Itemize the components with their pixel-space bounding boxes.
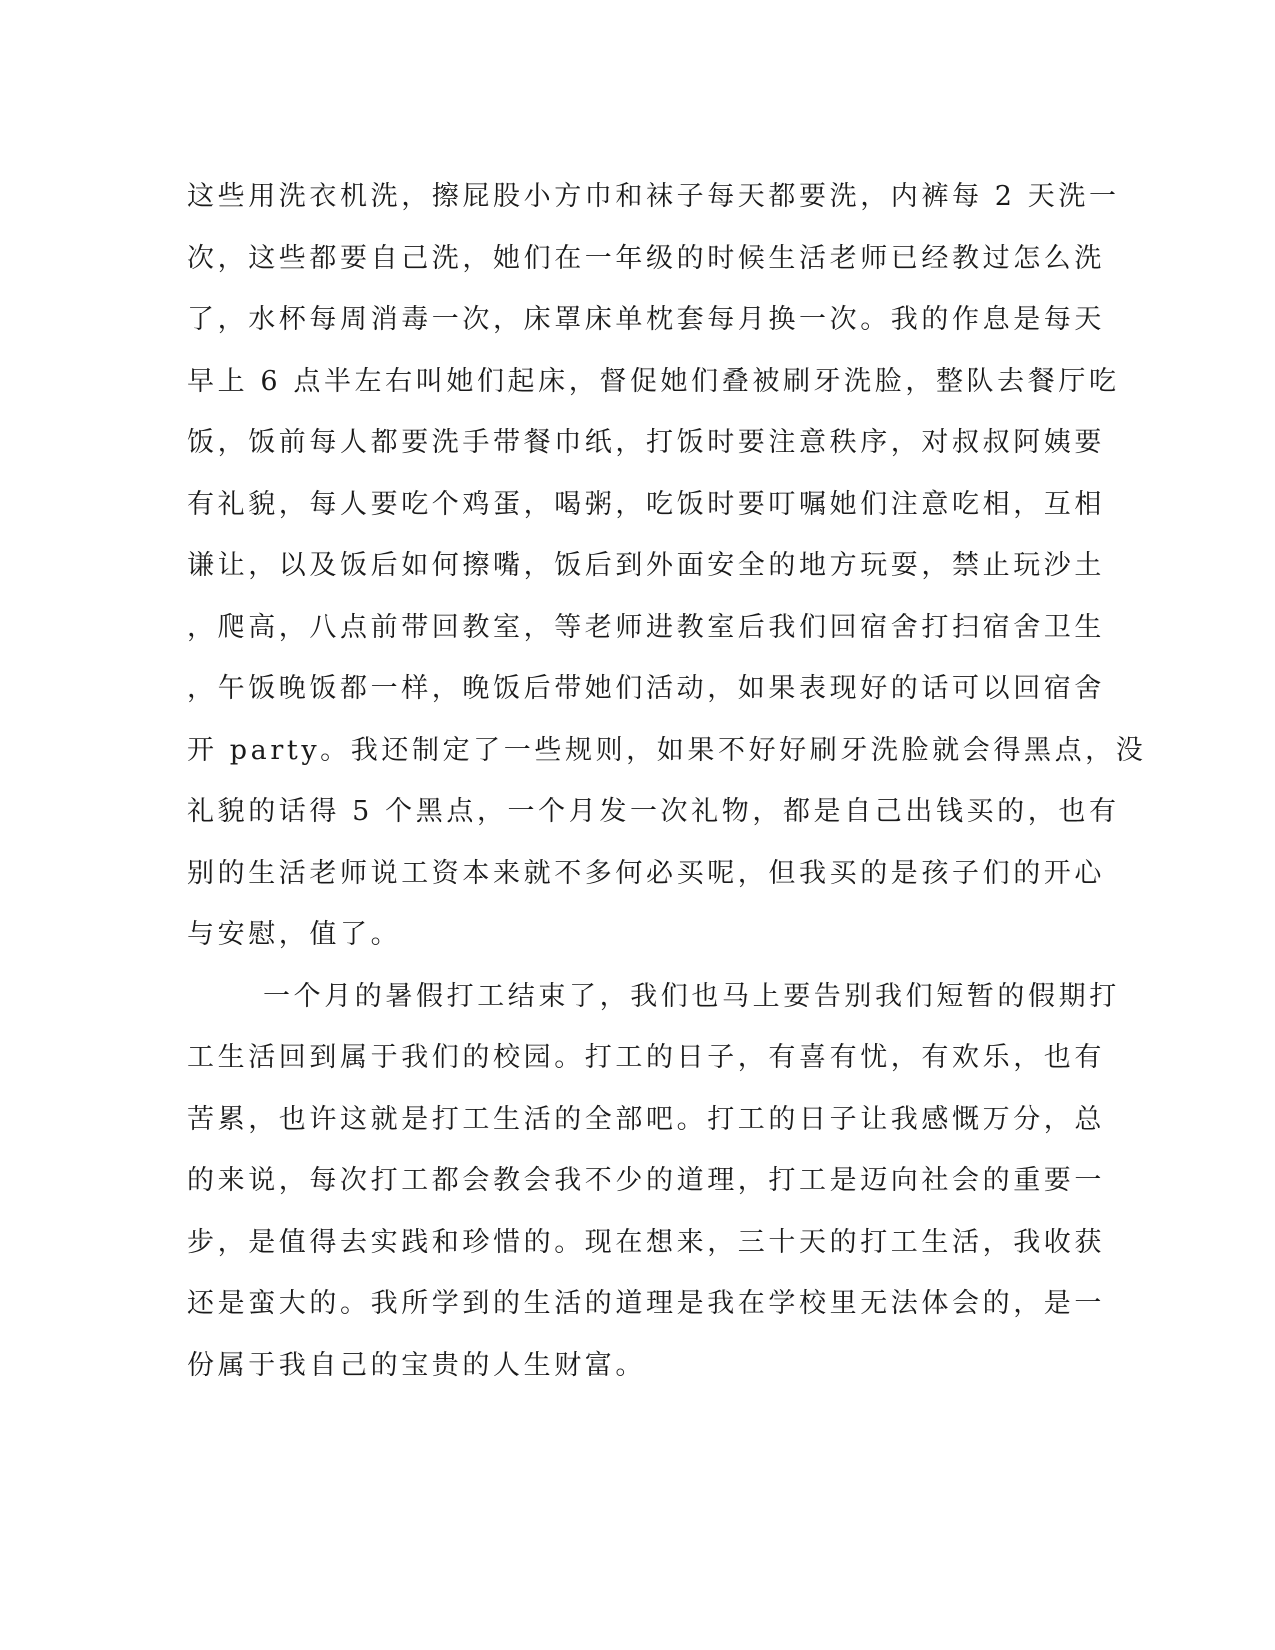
text-line: 这些用洗衣机洗，擦屁股小方巾和袜子每天都要洗，内裤每 2 天洗一 (187, 181, 1120, 212)
text-line: 礼貌的话得 5 个黑点，一个月发一次礼物，都是自己出钱买的，也有 (187, 796, 1120, 827)
text-line: 开 party。我还制定了一些规则，如果不好好刷牙洗脸就会得黑点，没 (187, 734, 1147, 766)
text-line: 别的生活老师说工资本来就不多何必买呢，但我买的是孩子们的开心 (187, 857, 1105, 889)
body-text (187, 166, 1147, 1396)
text-line: 有礼貌，每人要吃个鸡蛋，喝粥，吃饭时要叮嘱她们注意吃相，互相 (187, 488, 1105, 520)
text-line: 早上 6 点半左右叫她们起床，督促她们叠被刷牙洗脸，整队去餐厅吃 (187, 365, 1120, 397)
text-line: 了，水杯每周消毒一次，床罩床单枕套每月换一次。我的作息是每天 (187, 304, 1105, 335)
text-line: 的来说，每次打工都会教会我不少的道理，打工是迈向社会的重要一 (187, 1165, 1105, 1196)
text-line: 工生活回到属于我们的校园。打工的日子，有喜有忧，有欢乐，也有 (187, 1042, 1105, 1073)
text-line: 步，是值得去实践和珍惜的。现在想来，三十天的打工生活，我收获 (187, 1226, 1105, 1258)
text-line: 苦累，也许这就是打工生活的全部吧。打工的日子让我感慨万分，总 (187, 1103, 1105, 1135)
text-line: 份属于我自己的宝贵的人生财富。 (187, 1349, 646, 1381)
text-line: 与安慰，值了。 (187, 919, 402, 950)
text-line: 饭，饭前每人都要洗手带餐巾纸，打饭时要注意秩序，对叔叔阿姨要 (187, 427, 1105, 458)
text-line: 还是蛮大的。我所学到的生活的道理是我在学校里无法体会的，是一 (187, 1288, 1105, 1319)
text-line: 谦让，以及饭后如何擦嘴，饭后到外面安全的地方玩耍，禁止玩沙土 (187, 550, 1105, 581)
paragraph-start-line: 一个月的暑假打工结束了，我们也马上要告别我们短暂的假期打 (263, 980, 1120, 1012)
text-line: 次，这些都要自己洗，她们在一年级的时候生活老师已经教过怎么洗 (187, 242, 1105, 274)
text-line: ，爬高，八点前带回教室，等老师进教室后我们回宿舍打扫宿舍卫生 (187, 611, 1105, 643)
text-line: ，午饭晚饭都一样，晚饭后带她们活动，如果表现好的话可以回宿舍 (187, 673, 1105, 704)
